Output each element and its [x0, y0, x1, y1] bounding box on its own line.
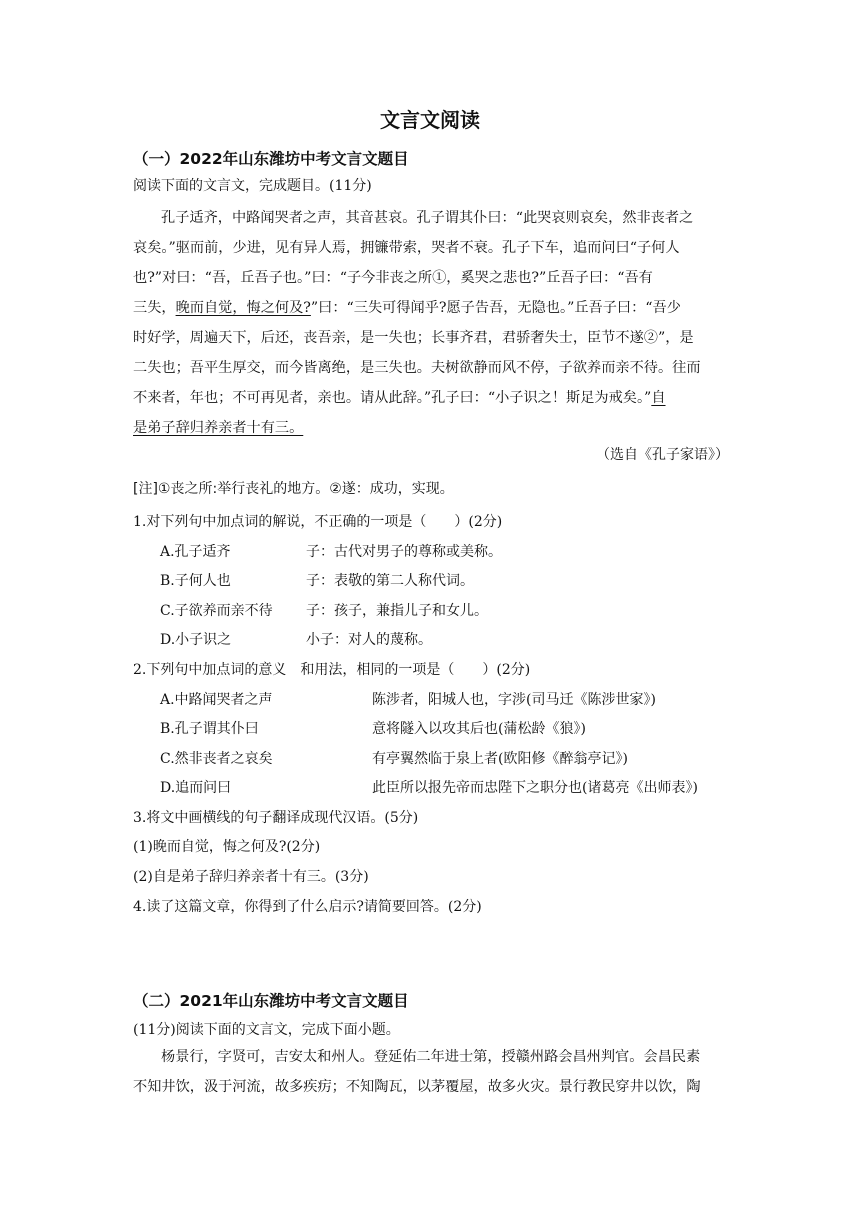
q2-option-a-label: A.中路闻哭者之声	[160, 692, 273, 708]
q2-option-d-label: D.追而问曰	[160, 780, 232, 796]
page-title: 文言文阅读	[380, 108, 480, 132]
passage-line: 二失也；吾平生厚交，而今皆离绝，是三失也。夫树欲静而风不停，子欲养而亲不待。往而	[133, 360, 701, 376]
section1-heading: （一）2022年山东潍坊中考文言文题目	[133, 150, 409, 168]
question-4-stem: 4.读了这篇文章，你得到了什么启示?请简要回答。(2分)	[133, 899, 482, 915]
q1-option-a-label: A.孔子适齐	[160, 544, 231, 560]
passage-line: 不知井饮，汲于河流，故多疾疠；不知陶瓦，以茅覆屋，故多火灾。景行教民穿井以饮，陶	[133, 1079, 701, 1095]
passage-line: 杨景行，字贤可，吉安太和州人。登延佑二年进士第，授赣州路会昌州判官。会昌民素	[161, 1049, 701, 1065]
q2-option-c-text: 有亭翼然临于泉上者(欧阳修《醉翁亭记》)	[372, 751, 628, 767]
section2-heading: （二）2021年山东潍坊中考文言文题目	[133, 992, 409, 1010]
q2-option-b-text: 意将隧入以攻其后也(蒲松龄《狼》)	[372, 721, 586, 737]
q1-option-b-text: 子：表敬的第二人称代词。	[306, 573, 474, 589]
passage-line	[133, 413, 729, 443]
q2-option-c-label: C.然非丧者之哀矣	[160, 751, 273, 767]
q1-option-d-label: D.小子识之	[160, 632, 232, 648]
passage-line: 哀矣。”驱而前，少进，见有异人焉，拥镰带索，哭者不衰。孔子下车，追而问曰“子何人	[133, 240, 680, 256]
question-2-stem: 2.下列句中加点词的意义 和用法，相同的一项是（ ）(2分)	[133, 662, 531, 678]
question-3-sub-1: (1)晚而自觉，悔之何及?(2分)	[133, 839, 321, 855]
passage-line: 不来者，年也；不可再见者，亲也。请从此辞。”孔子曰：“小子识之！斯足为戒矣。”自	[133, 390, 666, 406]
q2-option-b-label: B.孔子谓其仆曰	[160, 721, 259, 737]
passage-source: （选自《孔子家语》）	[596, 447, 729, 463]
section1-instruction: 阅读下面的文言文，完成题目。(11分)	[133, 178, 372, 194]
question-1-stem: 1.对下列句中加点词的解说，不正确的一项是（ ）(2分)	[133, 514, 503, 530]
q1-option-c-label: C.子欲养而亲不待	[160, 603, 273, 619]
underlined-sentence-2-start: 自	[651, 390, 666, 406]
q1-option-d-text: 小子：对人的蔑称。	[306, 632, 432, 648]
q2-option-a-text: 陈涉者，阳城人也，字涉(司马迁《陈涉世家》)	[372, 692, 656, 708]
passage-line: 孔子适齐，中路闻哭者之声，其音甚哀。孔子谓其仆曰：“此哭哀则哀矣，然非丧者之	[161, 210, 694, 226]
q1-option-a-text: 子：古代对男子的尊称或美称。	[306, 544, 502, 560]
section1-passage	[133, 203, 729, 443]
annotation-note: [注]①丧之所:举行丧礼的地方。②遂：成功，实现。	[133, 481, 454, 497]
section2-instruction: (11分)阅读下面的文言文，完成下面小题。	[133, 1022, 400, 1038]
question-3-sub-2: (2)自是弟子辞归养亲者十有三。(3分)	[133, 869, 369, 885]
q1-option-b-label: B.子何人也	[160, 573, 231, 589]
passage-line: 三失，晚而自觉，悔之何及?”曰：“三失可得闻乎?愿子告吾，无隐也。”丘吾子曰：“吾少	[133, 300, 681, 316]
question-3-stem: 3.将文中画横线的句子翻译成现代汉语。(5分)	[133, 810, 419, 826]
section2-passage	[133, 1042, 729, 1102]
underlined-sentence-1: 晚而自觉，悔之何及?	[175, 300, 311, 316]
q2-option-d-text: 此臣所以报先帝而忠陛下之职分也(诸葛亮《出师表》)	[372, 780, 698, 796]
q1-option-c-text: 子：孩子，兼指儿子和女儿。	[306, 603, 488, 619]
underlined-sentence-2: 是弟子辞归养亲者十有三。	[133, 420, 304, 436]
passage-line: 时好学，周遍天下，后还，丧吾亲，是一失也；长事齐君，君骄奢失士，臣节不遂②”，是	[133, 330, 694, 346]
passage-line: 也?”对曰：“吾，丘吾子也。”曰：“子今非丧之所①，奚哭之悲也?”丘吾子曰：“吾有	[133, 270, 653, 286]
